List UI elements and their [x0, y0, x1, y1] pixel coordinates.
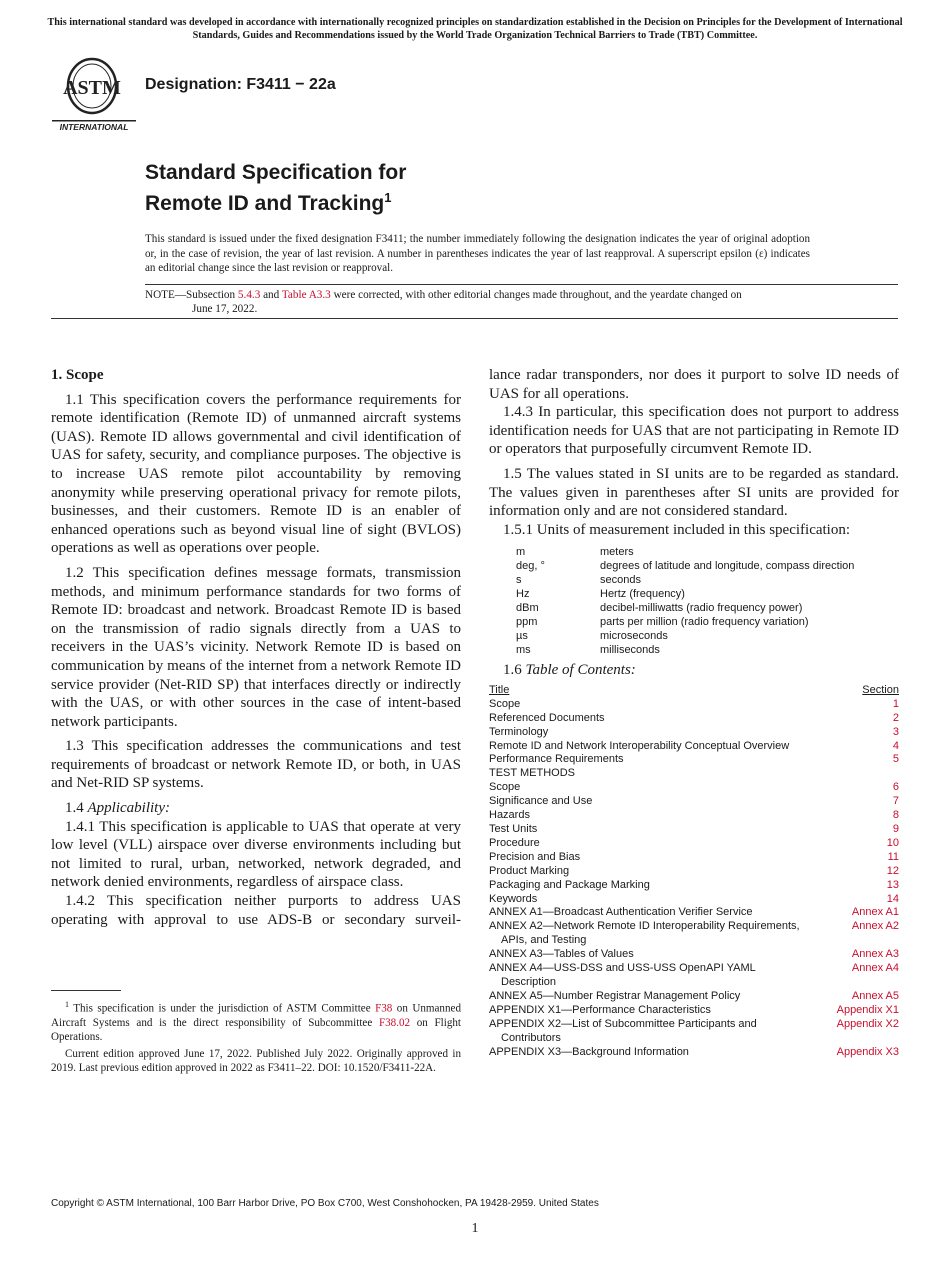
toc-title: APPENDIX X3—Background Information [489, 1045, 689, 1058]
para-1-6-italic: Table of Contents: [525, 662, 636, 679]
toc-section-link[interactable]: Appendix X3 [836, 1045, 899, 1058]
toc-row[interactable] [489, 1018, 899, 1046]
toc-row[interactable] [489, 726, 899, 740]
toc-title: ANNEX A4—USS-DSS and USS-USS OpenAPI YAML Description [489, 962, 756, 988]
link-f38[interactable]: F38 [375, 1002, 393, 1015]
toc-section-link[interactable]: Annex A2 [851, 920, 899, 933]
note-line-2: June 17, 2022. [192, 303, 258, 315]
toc-row[interactable] [489, 698, 899, 712]
toc-section-link[interactable]: 9 [892, 823, 899, 835]
toc-title: Performance Requirements [489, 753, 624, 766]
toc-section-link[interactable]: Annex A1 [851, 906, 899, 919]
toc-title: Product Marking [489, 864, 570, 877]
unit-row: Hz Hertz (frequency) [516, 588, 685, 601]
logo-text-bottom: INTERNATIONAL [59, 122, 129, 132]
footnote-jurisdiction: $^1$ This specification is under the jurisdiction of ASTM Committee F38 on Unmanned Aircraft Systems and is the direct responsibility of Subcommittee F38.02 on Flight Operations. [51, 1000, 461, 1044]
copyright: Copyright © ASTM International, 100 Barr Harbor Drive, PO Box C700, West Conshohocken, PA 19428-2959. United States [51, 1198, 599, 1209]
toc-section-link[interactable]: Appendix X1 [836, 1003, 899, 1016]
note-bottom-rule [51, 318, 898, 319]
toc-title: ANNEX A1—Broadcast Authentication Verifier Service [489, 906, 753, 919]
toc-title: Packaging and Package Marking [489, 878, 650, 891]
toc-title: Referenced Documents [489, 711, 605, 724]
toc-row[interactable] [489, 879, 899, 893]
table-of-contents [489, 684, 899, 1059]
toc-title: Precision and Bias [489, 850, 581, 863]
toc-row[interactable] [489, 753, 899, 767]
para-1-1: 1.1 This specification covers the performance requirements for remote identification (Remote ID) of unmanned aircraft systems (UAS). Remote ID allows governmental and civil identification of UAS for safety, security, and compliance purposes. The objective is to increase UAS remote pilot accountability by removing anonymity while preserving operational privacy for remote pilots, businesses, and their customers. Remote ID is an enabler of enhanced operations such as beyond visual line of sight (BVLOS) operations as well as operations over people. [51, 391, 461, 557]
link-5-4-3[interactable]: 5.4.3 [237, 289, 261, 301]
section-heading-scope: 1. Scope [51, 367, 104, 383]
toc-title: Hazards [489, 809, 530, 822]
title-footnote-mark: 1 [384, 190, 392, 205]
para-1-4-1: 1.4.1 This specification is applicable to UAS that operate at very low level (VLL) airspace over diverse environments including but not limited to rural, urban, networked, network degraded, and network denied environments, regardless of airspace class. [51, 818, 461, 891]
toc-section-link[interactable]: 12 [886, 864, 899, 877]
toc-section-link[interactable]: 2 [892, 711, 899, 724]
toc-row[interactable] [489, 837, 899, 851]
para-1-4-3: 1.4.3 In particular, this specification does not purport to address identification needs for UAS that are not participating in Remote ID or operators that purposefully circumvent Remote ID. [489, 404, 899, 458]
unit-row: µs microseconds [516, 630, 668, 643]
toc-section-link[interactable]: 4 [892, 739, 899, 752]
toc-section-link[interactable]: 7 [892, 795, 899, 808]
note-prefix: NOTE—Subsection [145, 289, 238, 301]
toc-title: APPENDIX X2—List of Subcommittee Participants and Contributors [489, 1017, 757, 1044]
toc-title: Significance and Use [489, 795, 593, 808]
document-title [145, 160, 406, 216]
link-f38-02[interactable]: F38.02 [378, 1016, 411, 1029]
unit-row: m meters [516, 546, 634, 559]
para-1-4-2: 1.4.2 This specification neither purports to address UAS operating with approval to use ADS-B or secondary surveil- [51, 893, 461, 928]
para-1-6-num: 1.6 [503, 662, 526, 679]
para-1-3: 1.3 This specification addresses the communications and test requirements of broadcast or network Remote ID, or both, in UAS and Net-RID SP systems. [51, 738, 461, 792]
title-line-1: Standard Specification for [145, 161, 407, 184]
para-1-4-2-cont: lance radar transponders, nor does it purport to solve ID needs of UAS for all operations. [489, 367, 899, 402]
toc-section-link[interactable]: 5 [892, 753, 899, 766]
toc-row[interactable] [489, 865, 899, 879]
toc-section-link[interactable]: 3 [892, 725, 899, 738]
para-1-4-num: 1.4 [65, 800, 88, 817]
toc-header: Title Section [489, 683, 899, 696]
toc-row[interactable] [489, 740, 899, 754]
toc-title: Scope [489, 697, 521, 710]
toc-row[interactable] [489, 851, 899, 865]
toc-row[interactable] [489, 990, 899, 1004]
unit-row: ms milliseconds [516, 644, 660, 657]
footnote [51, 998, 461, 1077]
unit-row: ppm parts per million (radio frequency variation) [516, 616, 809, 629]
toc-row[interactable] [489, 893, 899, 907]
title-line-2: Remote ID and Tracking [145, 192, 385, 215]
right-column [489, 366, 899, 1059]
toc-title: Keywords [489, 892, 538, 905]
para-1-5: 1.5 The values stated in SI units are to be regarded as standard. The values given in parentheses after SI units are provided for information only and are not considered standard. [489, 465, 899, 520]
left-column [51, 366, 461, 935]
toc-section-link[interactable]: 14 [886, 892, 899, 905]
editorial-note [145, 288, 875, 316]
toc-row[interactable] [489, 1004, 899, 1018]
toc-title: Remote ID and Network Interoperability Conceptual Overview [489, 739, 790, 752]
logo-text-top: ASTM [63, 77, 121, 99]
toc-row[interactable] [489, 823, 899, 837]
wto-notice: This international standard was developed in accordance with internationally recognized principles on standardization established in the Decision on Principles for the Development of International Standards, Guides and Recommendations issued by the World Trade Organization Technical Barriers to Trade (TBT) Committee. [47, 17, 903, 41]
toc-title: TEST METHODS [489, 767, 575, 780]
toc-section-link[interactable]: 13 [886, 878, 899, 891]
para-1-4-italic: Applicability: [87, 800, 170, 817]
note-top-rule [145, 284, 898, 285]
issued-statement: This standard is issued under the fixed designation F3411; the number immediately following the designation indicates the year of original adoption or, in the case of revision, the year of last revision. A number in parentheses indicates the year of last reapproval. A superscript epsilon (ε) indicates an editorial change since the last revision or reapproval. [145, 233, 810, 275]
astm-logo-icon [52, 56, 136, 132]
toc-section-link[interactable]: 11 [887, 850, 899, 863]
toc-section-link[interactable]: Annex A5 [851, 989, 899, 1002]
toc-row[interactable] [489, 906, 899, 920]
toc-row[interactable] [489, 809, 899, 823]
page-number: 1 [471, 1221, 479, 1236]
toc-row[interactable] [489, 962, 899, 990]
units-list [489, 545, 899, 657]
toc-section-link[interactable]: 10 [886, 836, 899, 849]
unit-row: s seconds [516, 574, 641, 587]
toc-row[interactable] [489, 1046, 899, 1060]
toc-title: Scope [489, 781, 521, 794]
toc-title: ANNEX A3—Tables of Values [489, 948, 634, 961]
para-1-4 [51, 799, 461, 818]
link-table-a3-3[interactable]: Table A3.3 [281, 289, 331, 301]
para-1-5-1: 1.5.1 Units of measurement included in this specification: [503, 521, 851, 538]
unit-row: deg, ° degrees of latitude and longitude, compass direction [516, 560, 855, 573]
para-1-2: 1.2 This specification defines message formats, transmission methods, and minimum performance standards for two forms of Remote ID: broadcast and network. Broadcast Remote ID is based on the transmission of radio signals directly from a UAS to receivers in the UAS’s vicinity. Network Remote ID is based on communication by means of the internet from a network Remote ID service provider (Net-RID SP) that interfaces directly or indirectly with the UAS, or with other sources in the case of intent-based network participants. [51, 564, 461, 730]
toc-title: Procedure [489, 836, 540, 849]
toc-section-link[interactable]: 6 [892, 781, 899, 794]
note-suffix: were corrected, with other editorial changes made throughout, and the yeardate changed on [330, 289, 742, 301]
toc-row[interactable] [489, 795, 899, 809]
toc-row[interactable] [489, 948, 899, 962]
para-1-6 [489, 661, 899, 680]
toc-row[interactable] [489, 781, 899, 795]
unit-row: dBm decibel-milliwatts (radio frequency power) [516, 602, 803, 615]
toc-section-link[interactable]: Annex A4 [851, 962, 899, 975]
toc-title: ANNEX A2—Network Remote ID Interoperability Requirements, APIs, and Testing [489, 920, 800, 947]
toc-section-link[interactable]: Annex A3 [851, 948, 899, 961]
toc-row[interactable] [489, 712, 899, 726]
toc-title: Test Units [489, 823, 538, 835]
note-mid: and [260, 289, 282, 301]
footnote-rule [51, 990, 121, 991]
toc-title: Terminology [489, 725, 549, 738]
toc-title: APPENDIX X1—Performance Characteristics [489, 1003, 711, 1016]
toc-row[interactable] [489, 767, 899, 781]
toc-section-link[interactable]: 8 [892, 809, 899, 822]
toc-section-link[interactable]: Appendix X2 [836, 1017, 899, 1030]
toc-title: ANNEX A5—Number Registrar Management Policy [489, 989, 741, 1002]
designation: Designation: F3411 − 22a [145, 76, 336, 93]
footnote-edition: Current edition approved June 17, 2022. Published July 2022. Originally approved in 2019. Last previous edition approved in 2022 as F3411–22. DOI: 10.1520/F3411-22A. [51, 1047, 461, 1074]
toc-row[interactable] [489, 920, 899, 948]
toc-section-link[interactable]: 1 [892, 697, 899, 710]
